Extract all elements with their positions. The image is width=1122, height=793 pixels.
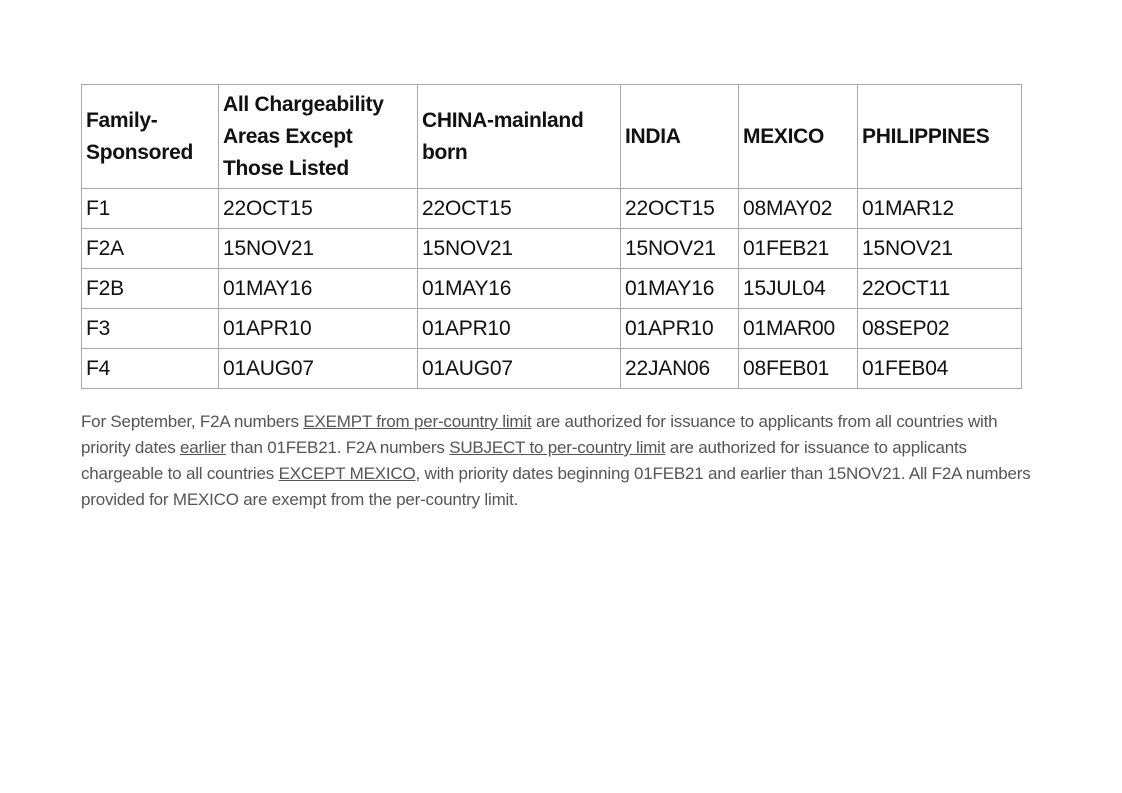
table-cell: 22OCT15 bbox=[621, 189, 739, 229]
table-cell: 01MAY16 bbox=[219, 269, 418, 309]
table-cell: 01FEB21 bbox=[739, 229, 858, 269]
table-cell: 15NOV21 bbox=[858, 229, 1022, 269]
table-cell: F2B bbox=[82, 269, 219, 309]
table-cell: 08FEB01 bbox=[739, 349, 858, 389]
table-row bbox=[82, 349, 1022, 389]
footnote-paragraph bbox=[81, 409, 1031, 513]
table-cell: 01MAR00 bbox=[739, 309, 858, 349]
table-cell: 15NOV21 bbox=[621, 229, 739, 269]
table-cell: F2A bbox=[82, 229, 219, 269]
footnote-text: , with priority dates beginning 01FEB21 and earlier than 15NOV21. All F2A numbers provided for MEXICO are exempt from the per-country limit. bbox=[81, 464, 1031, 509]
table-cell: 22OCT15 bbox=[418, 189, 621, 229]
table-cell: 08MAY02 bbox=[739, 189, 858, 229]
table-cell: 01MAY16 bbox=[621, 269, 739, 309]
table-cell: 01APR10 bbox=[418, 309, 621, 349]
table-cell: 15JUL04 bbox=[739, 269, 858, 309]
header-family-sponsored: Family-Sponsored bbox=[82, 85, 219, 189]
table-cell: 01MAY16 bbox=[418, 269, 621, 309]
table-cell: 15NOV21 bbox=[219, 229, 418, 269]
header-all-chargeability: All Chargeability Areas Except Those Listed bbox=[219, 85, 418, 189]
header-china: CHINA-mainland born bbox=[418, 85, 621, 189]
table-cell: 01AUG07 bbox=[418, 349, 621, 389]
table-cell: 01FEB04 bbox=[858, 349, 1022, 389]
visa-bulletin-table bbox=[81, 84, 1022, 389]
table-cell: 01AUG07 bbox=[219, 349, 418, 389]
table-cell: 08SEP02 bbox=[858, 309, 1022, 349]
table-row bbox=[82, 269, 1022, 309]
header-mexico: MEXICO bbox=[739, 85, 858, 189]
table-row bbox=[82, 229, 1022, 269]
table-header-row bbox=[82, 85, 1022, 189]
table-cell: 01APR10 bbox=[219, 309, 418, 349]
table-cell: 22OCT11 bbox=[858, 269, 1022, 309]
table-cell: 15NOV21 bbox=[418, 229, 621, 269]
footnote-text: are authorized for issuance to applicants from all countries with priority dates bbox=[81, 412, 998, 457]
table-cell: F4 bbox=[82, 349, 219, 389]
table-cell: 01APR10 bbox=[621, 309, 739, 349]
footnote-emphasis: earlier bbox=[180, 438, 226, 457]
table-cell: F1 bbox=[82, 189, 219, 229]
footnote-emphasis: EXCEPT MEXICO bbox=[278, 464, 416, 483]
footnote-emphasis: SUBJECT to per-country limit bbox=[449, 438, 666, 457]
table-row bbox=[82, 189, 1022, 229]
table-row bbox=[82, 309, 1022, 349]
footnote-text: For September, F2A numbers bbox=[81, 412, 304, 431]
table-cell: 22JAN06 bbox=[621, 349, 739, 389]
table-cell: F3 bbox=[82, 309, 219, 349]
header-india: INDIA bbox=[621, 85, 739, 189]
footnote-text: are authorized for issuance to applicants chargeable to all countries bbox=[81, 438, 967, 483]
header-philippines: PHILIPPINES bbox=[858, 85, 1022, 189]
footnote-text: than 01FEB21. F2A numbers bbox=[225, 438, 450, 457]
footnote-emphasis: EXEMPT from per-country limit bbox=[303, 412, 532, 431]
table-cell: 01MAR12 bbox=[858, 189, 1022, 229]
table-cell: 22OCT15 bbox=[219, 189, 418, 229]
